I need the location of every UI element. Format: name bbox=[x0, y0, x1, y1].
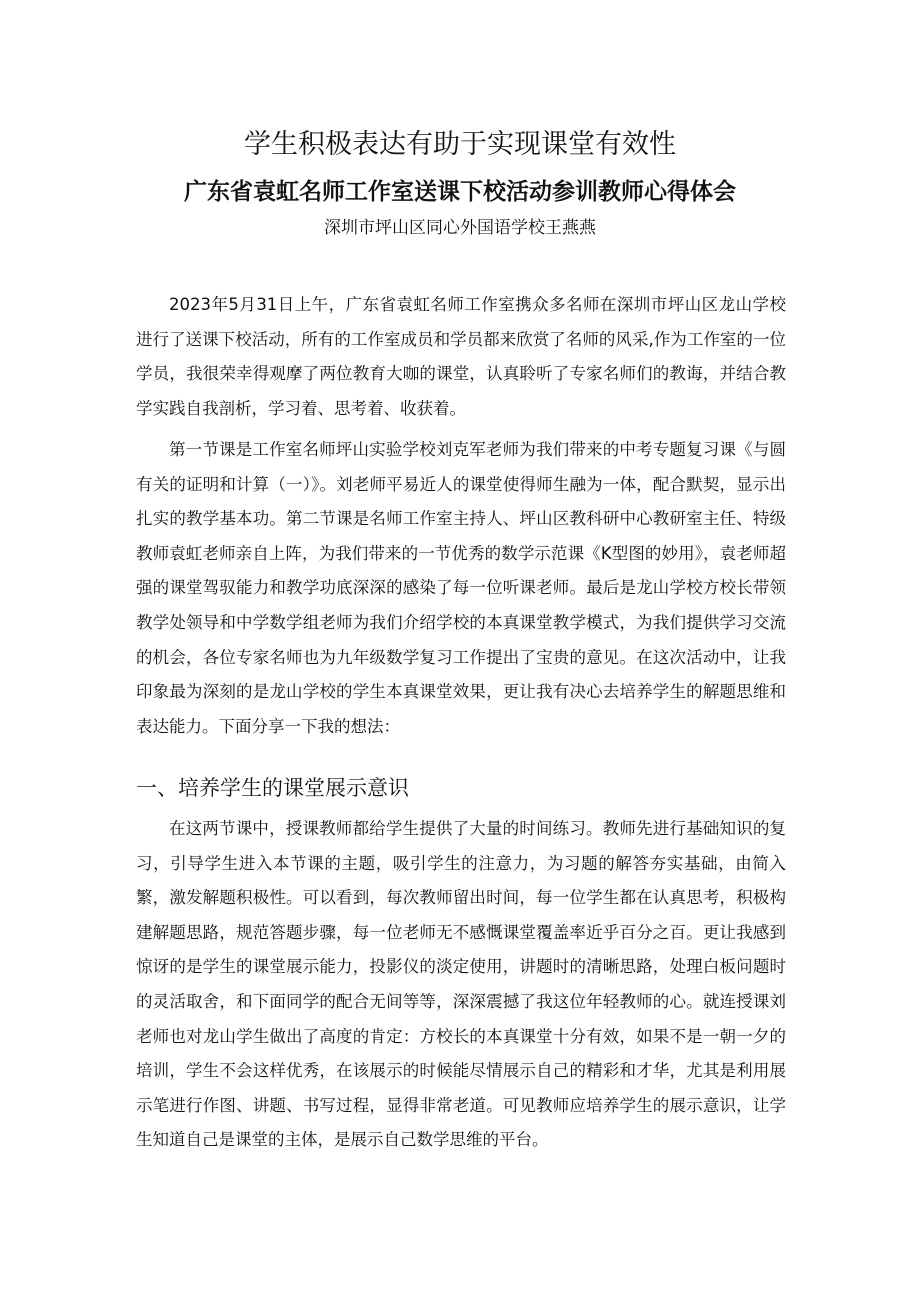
paragraph-lessons: 第一节课是工作室名师坪山实验学校刘克军老师为我们带来的中考专题复习课《与圆有关的证明和计算（一）》。刘老师平易近人的课堂使得师生融为一体，配合默契，显示出扎实的教学基本功。第二节课是名师工作室主持人、坪山区教科研中心教研室主任、特级教师袁虹老师亲自上阵，为我们带来的一节优秀的数学示范课《K型图的妙用》，袁老师超强的课堂驾驭能力和教学功底深深的感染了每一位听课老师。最后是龙山学校方校长带领教学处领导和中学数学组老师为我们介绍学校的本真课堂教学模式，为我们提供学习交流的机会，各位专家名师也为九年级数学复习工作提出了宝贵的意见。在这次活动中，让我印象最为深刻的是龙山学校的学生本真课堂效果，更让我有决心去培养学生的解题思维和表达能力。下面分享一下我的想法： bbox=[136, 440, 786, 736]
author-line: 深圳市坪山区同心外国语学校王燕燕 bbox=[324, 218, 596, 238]
paragraph-section1: 在这两节课中，授课教师都给学生提供了大量的时间练习。教师先进行基础知识的复习，引导学生进入本节课的主题，吸引学生的注意力，为习题的解答夯实基础，由简入繁，激发解题积极性。可以看到，每次教师留出时间，每一位学生都在认真思考，积极构建解题思路，规范答题步骤，每一位老师无不感慨课堂覆盖率近乎百分之百。更让我感到惊讶的是学生的课堂展示能力，投影仪的淡定使用，讲题时的清晰思路，处理白板问题时的灵活取舍，和下面同学的配合无间等等，深深震撼了我这位年轻教师的心。就连授课刘老师也对龙山学生做出了高度的肯定：方校长的本真课堂十分有效，如果不是一朝一夕的培训，学生不会这样优秀，在该展示的时候能尽情展示自己的精彩和才华，尤其是利用展示笔进行作图、讲题、书写过程，显得非常老道。可见教师应培养学生的展示意识，让学生知道自己是课堂的主体，是展示自己数学思维的平台。 bbox=[136, 819, 786, 1150]
section-heading: 一、培养学生的课堂展示意识 bbox=[136, 776, 409, 800]
paragraph-intro: 2023年5月31日上午，广东省袁虹名师工作室携众多名师在深圳市坪山区龙山学校进行了送课下校活动，所有的工作室成员和学员都来欣赏了名师的风采,作为工作室的一位学员，我很荣幸得观摩了两位教育大咖的课堂，认真聆听了专家名师们的教诲，并结合教学实践自我剖析，学习着、思考着、收获着。 bbox=[136, 295, 786, 418]
document-title: 学生积极表达有助于实现课堂有效性 bbox=[244, 129, 676, 160]
document-subtitle: 广东省袁虹名师工作室送课下校活动参训教师心得体会 bbox=[184, 178, 736, 205]
